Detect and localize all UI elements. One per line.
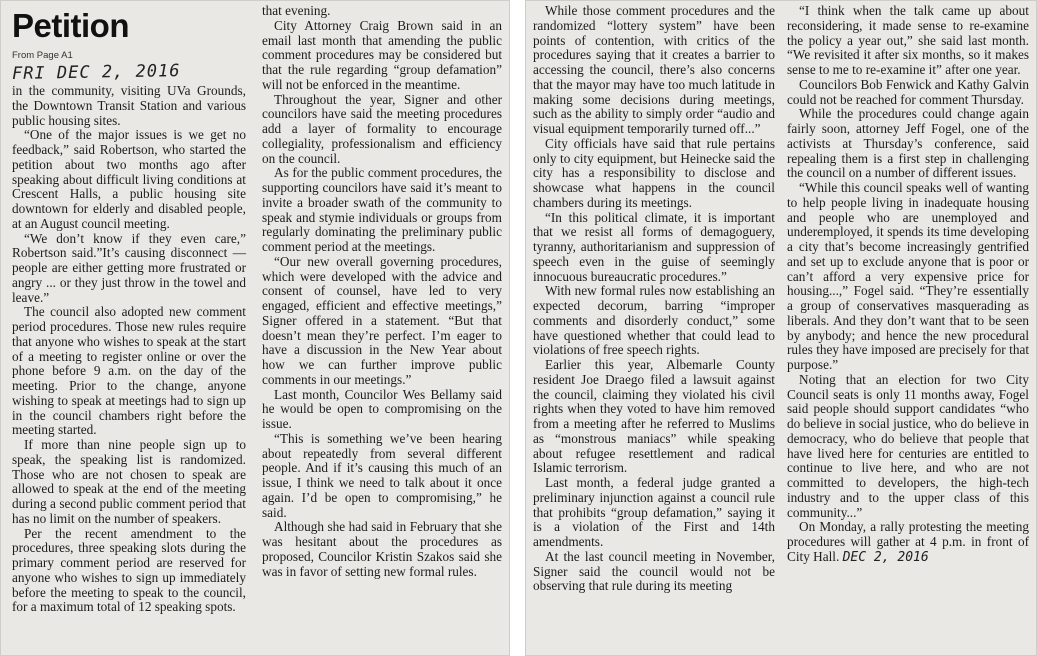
paragraph: At the last council meeting in November, Signer said the council would not be observing that rule during its meeting bbox=[533, 548, 775, 594]
paragraph: Councilors Bob Fenwick and Kathy Galvin could not be reached for comment Thursday. bbox=[787, 76, 1030, 107]
paragraph: Throughout the year, Signer and other councilors have said the meeting procedures add a layer of formality to encourage collegiality, professionalism and efficiency on the council. bbox=[262, 91, 502, 166]
paragraph: “I think when the talk came up about reconsidering, it made sense to re-examine the policy a year out,” she said last month. “We revisited it after six months, so it makes sense to me to re-examine it” after one year. bbox=[787, 3, 1029, 77]
paragraph: City Attorney Craig Brown said in an email last month that amending the public comment procedures may be considered but that the rule regarding “group defamation” will not be enforced in the meantime. bbox=[262, 17, 502, 92]
handwritten-date-end: DEC 2, 2016 bbox=[842, 549, 929, 565]
paragraph: Per the recent amendment to the procedures, three speaking slots during the primary comment period are reserved for anyone who wishes to sign up immediately before the meeting to speak to the council, for a maximum total of 12 speaking spots. bbox=[12, 525, 246, 615]
column-1 bbox=[12, 4, 246, 615]
paragraph: “While this council speaks well of wanting to help people living in inadequate housing and people who are unemployed and underemployed, it spends its time developing a city that’s become increasingly gentrified and set up to exclude anyone that is poor or can’t afford a very expensive price for housing...,” Fogel said. “They’re essentially a group of conservatives masquerading as liberals. And they don’t want that to be seen by anybody; and hence the new procedural rules they have imposed are precisely for that purpose.” bbox=[787, 180, 1029, 372]
paragraph: “In this political climate, it is important that we resist all forms of demagoguery, tyranny, authoritarianism and suppression of speech even in the guise of seemingly innocuous bureaucratic procedures.” bbox=[533, 209, 775, 284]
paragraph: in the community, visiting UVa Grounds, the Downtown Transit Station and various public housing sites. bbox=[12, 83, 246, 128]
paragraph: Last month, Councilor Wes Bellamy said he would be open to compromising on the issue. bbox=[262, 386, 502, 431]
handwritten-date: FRI DEC 2, 2016 bbox=[11, 61, 181, 84]
paragraph: that evening. bbox=[262, 3, 331, 18]
paragraph: “Our new overall governing procedures, which were developed with the advice and consent of counsel, have led to very engaged, efficient and effective meetings,” Signer offered in a statement. “But that doesn’t mean they’re perfect. I’m eager to have a discussion in the New Year about how we can further improve public comments in our meetings.” bbox=[262, 253, 502, 387]
paragraph: City officials have said that rule pertains only to city equipment, but Heinecke said the city has a responsibility to disclose and showcase what happens in the council chambers during its meetings. bbox=[533, 135, 775, 210]
paragraph: If more than nine people sign up to speak, the speaking list is randomized. Those who are not chosen to speak are allowed to speak at the end of the meeting during a second public comment period that has no limit on the number of speakers. bbox=[12, 437, 246, 526]
paragraph: The council also adopted new comment period procedures. Those new rules require that anyone who wishes to speak at the start of a meeting to register online or over the phone before 9 a.m. on the day of the meeting. Prior to the change, anyone wishing to speak at meetings had to sign up in the council chambers right before the meeting started. bbox=[12, 304, 246, 438]
paragraph: Earlier this year, Albemarle County resident Joe Draego filed a lawsuit against the council, claiming they violated his civil rights when they voted to have him removed from a meeting after he referred to Muslims as “monstrous maniacs” while speaking about refugee resettlement and radical Islamic terrorism. bbox=[533, 357, 775, 476]
column-3 bbox=[533, 4, 775, 594]
clipping-left bbox=[0, 0, 510, 656]
paragraph: “We don’t know if they even care,” Robertson said.”It’s causing disconnect — people are either getting more frustrated or angry ... or they just throw in the towel and leave.” bbox=[12, 230, 246, 305]
column-2 bbox=[262, 4, 502, 579]
paragraph: Last month, a federal judge granted a preliminary injunction against a council rule that prohibits “group defamation,” saying it is a violation of the First and 14th amendments. bbox=[533, 475, 775, 549]
paragraph-text: On Monday, a rally protesting the meeting procedures will gather at 4 p.m. in front of City Hall. bbox=[787, 519, 1029, 564]
paragraph bbox=[787, 520, 1029, 565]
paragraph: “This is something we’ve been hearing about repeatedly from several different people. And if it’s causing this much of an issue, I think we need to talk about it once again. I’d be open to compromising,” he said. bbox=[262, 430, 502, 520]
clipping-right bbox=[525, 0, 1037, 656]
paragraph: With new formal rules now establishing an expected decorum, barring “improper comments and disorderly conduct,” some have questioned whether that could lead to violations of free speech rights. bbox=[533, 283, 775, 358]
paragraph: While those comment procedures and the randomized “lottery system” have been points of contention, with critics of the procedures saying that it creates a barrier to accessing the council, there’s also concerns that the mayor may have too much latitude in making some decisions during meetings, such as the ability to simply order “audio and visual equipment temporarily turned off...” bbox=[533, 3, 775, 136]
headline: Petition bbox=[12, 7, 129, 44]
paragraph: While the procedures could change again fairly soon, attorney Jeff Fogel, one of the activists at Thursday’s conference, said repealing them is a first step in challenging the council on a number of different issues. bbox=[787, 106, 1029, 181]
column-4 bbox=[787, 4, 1029, 566]
paragraph: Although she had said in February that she was hesitant about the procedures as proposed, Councilor Kristin Szakos said she was in favor of setting new formal rules. bbox=[262, 519, 502, 579]
paragraph: As for the public comment procedures, the supporting councilors have said it’s meant to invite a broader swath of the community to speak and stymie individuals or groups from regularly dominating the preliminary public comment period at the meetings. bbox=[262, 165, 502, 254]
jump-line: From Page A1 bbox=[12, 50, 73, 61]
paragraph: Noting that an election for two City Council seats is only 11 months away, Fogel said people should support candidates “who do believe in social justice, who do believe in democracy, who do believe that people that have lived here for centuries are entitled to continue to live here, and who are not committed to developers, the high-tech industry and to the upper class of this community...” bbox=[787, 371, 1029, 520]
paragraph: “One of the major issues is we get no feedback,” said Robertson, who started the petition about two months ago after speaking about difficult living conditions at Crescent Halls, a public housing site downtown for elderly and disabled people, at an August council meeting. bbox=[12, 127, 246, 231]
